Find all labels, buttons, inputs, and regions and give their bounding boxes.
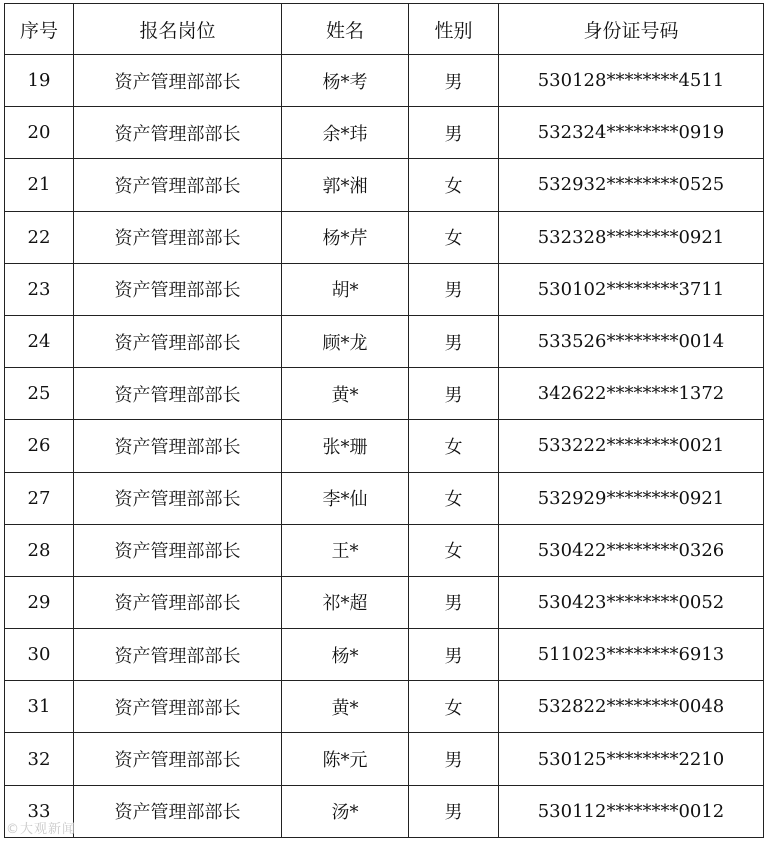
cell-position: 资产管理部部长 xyxy=(74,55,282,107)
cell-id-number: 533526********0014 xyxy=(499,315,764,367)
cell-index: 25 xyxy=(5,368,74,420)
cell-index: 30 xyxy=(5,629,74,681)
table-header-row xyxy=(5,4,764,55)
table-row xyxy=(5,785,764,837)
header-id-number: 身份证号码 xyxy=(499,4,764,55)
cell-gender: 男 xyxy=(409,576,499,628)
table-row xyxy=(5,315,764,367)
table-row xyxy=(5,576,764,628)
table-row xyxy=(5,55,764,107)
cell-index: 26 xyxy=(5,420,74,472)
cell-name: 陈*元 xyxy=(282,733,409,785)
cell-index: 28 xyxy=(5,524,74,576)
cell-index: 19 xyxy=(5,55,74,107)
table-row xyxy=(5,368,764,420)
cell-id-number: 342622********1372 xyxy=(499,368,764,420)
cell-position: 资产管理部部长 xyxy=(74,315,282,367)
cell-position: 资产管理部部长 xyxy=(74,159,282,211)
cell-id-number: 532932********0525 xyxy=(499,159,764,211)
cell-id-number: 532328********0921 xyxy=(499,211,764,263)
cell-gender: 男 xyxy=(409,733,499,785)
table-body xyxy=(5,55,764,838)
cell-id-number: 530423********0052 xyxy=(499,576,764,628)
table-row xyxy=(5,211,764,263)
table-row xyxy=(5,524,764,576)
cell-gender: 女 xyxy=(409,159,499,211)
cell-position: 资产管理部部长 xyxy=(74,211,282,263)
table-row xyxy=(5,107,764,159)
table-row xyxy=(5,733,764,785)
cell-name: 杨* xyxy=(282,629,409,681)
cell-id-number: 530125********2210 xyxy=(499,733,764,785)
cell-id-number: 530112********0012 xyxy=(499,785,764,837)
cell-gender: 男 xyxy=(409,629,499,681)
cell-name: 汤* xyxy=(282,785,409,837)
cell-name: 杨*芹 xyxy=(282,211,409,263)
cell-gender: 女 xyxy=(409,211,499,263)
cell-gender: 男 xyxy=(409,263,499,315)
header-index: 序号 xyxy=(5,4,74,55)
header-name: 姓名 xyxy=(282,4,409,55)
cell-position: 资产管理部部长 xyxy=(74,576,282,628)
cell-position: 资产管理部部长 xyxy=(74,733,282,785)
cell-name: 张*珊 xyxy=(282,420,409,472)
cell-index: 33 xyxy=(5,785,74,837)
cell-index: 22 xyxy=(5,211,74,263)
cell-position: 资产管理部部长 xyxy=(74,263,282,315)
cell-name: 王* xyxy=(282,524,409,576)
watermark: ©大观新闻 xyxy=(6,822,77,837)
header-position: 报名岗位 xyxy=(74,4,282,55)
cell-index: 21 xyxy=(5,159,74,211)
table-row xyxy=(5,420,764,472)
cell-name: 顾*龙 xyxy=(282,315,409,367)
cell-name: 李*仙 xyxy=(282,472,409,524)
table-row xyxy=(5,629,764,681)
cell-position: 资产管理部部长 xyxy=(74,524,282,576)
cell-position: 资产管理部部长 xyxy=(74,368,282,420)
cell-id-number: 530102********3711 xyxy=(499,263,764,315)
cell-gender: 女 xyxy=(409,472,499,524)
cell-id-number: 532929********0921 xyxy=(499,472,764,524)
cell-position: 资产管理部部长 xyxy=(74,107,282,159)
cell-position: 资产管理部部长 xyxy=(74,472,282,524)
cell-name: 黄* xyxy=(282,368,409,420)
cell-gender: 女 xyxy=(409,420,499,472)
cell-index: 23 xyxy=(5,263,74,315)
cell-gender: 男 xyxy=(409,315,499,367)
cell-name: 黄* xyxy=(282,681,409,733)
cell-position: 资产管理部部长 xyxy=(74,629,282,681)
table-row xyxy=(5,472,764,524)
cell-index: 32 xyxy=(5,733,74,785)
cell-gender: 女 xyxy=(409,681,499,733)
cell-name: 余*玮 xyxy=(282,107,409,159)
cell-gender: 女 xyxy=(409,524,499,576)
cell-index: 20 xyxy=(5,107,74,159)
cell-gender: 男 xyxy=(409,55,499,107)
candidate-table xyxy=(4,3,764,838)
cell-index: 27 xyxy=(5,472,74,524)
cell-gender: 男 xyxy=(409,107,499,159)
cell-id-number: 530422********0326 xyxy=(499,524,764,576)
table-row xyxy=(5,681,764,733)
cell-index: 31 xyxy=(5,681,74,733)
cell-id-number: 533222********0021 xyxy=(499,420,764,472)
cell-position: 资产管理部部长 xyxy=(74,420,282,472)
cell-name: 杨*考 xyxy=(282,55,409,107)
cell-position: 资产管理部部长 xyxy=(74,681,282,733)
cell-position: 资产管理部部长 xyxy=(74,785,282,837)
cell-index: 29 xyxy=(5,576,74,628)
cell-name: 郭*湘 xyxy=(282,159,409,211)
table-row xyxy=(5,159,764,211)
table-row xyxy=(5,263,764,315)
cell-id-number: 532324********0919 xyxy=(499,107,764,159)
cell-id-number: 511023********6913 xyxy=(499,629,764,681)
cell-name: 胡* xyxy=(282,263,409,315)
header-gender: 性别 xyxy=(409,4,499,55)
cell-gender: 男 xyxy=(409,785,499,837)
cell-name: 祁*超 xyxy=(282,576,409,628)
cell-gender: 男 xyxy=(409,368,499,420)
cell-index: 24 xyxy=(5,315,74,367)
cell-id-number: 532822********0048 xyxy=(499,681,764,733)
cell-id-number: 530128********4511 xyxy=(499,55,764,107)
